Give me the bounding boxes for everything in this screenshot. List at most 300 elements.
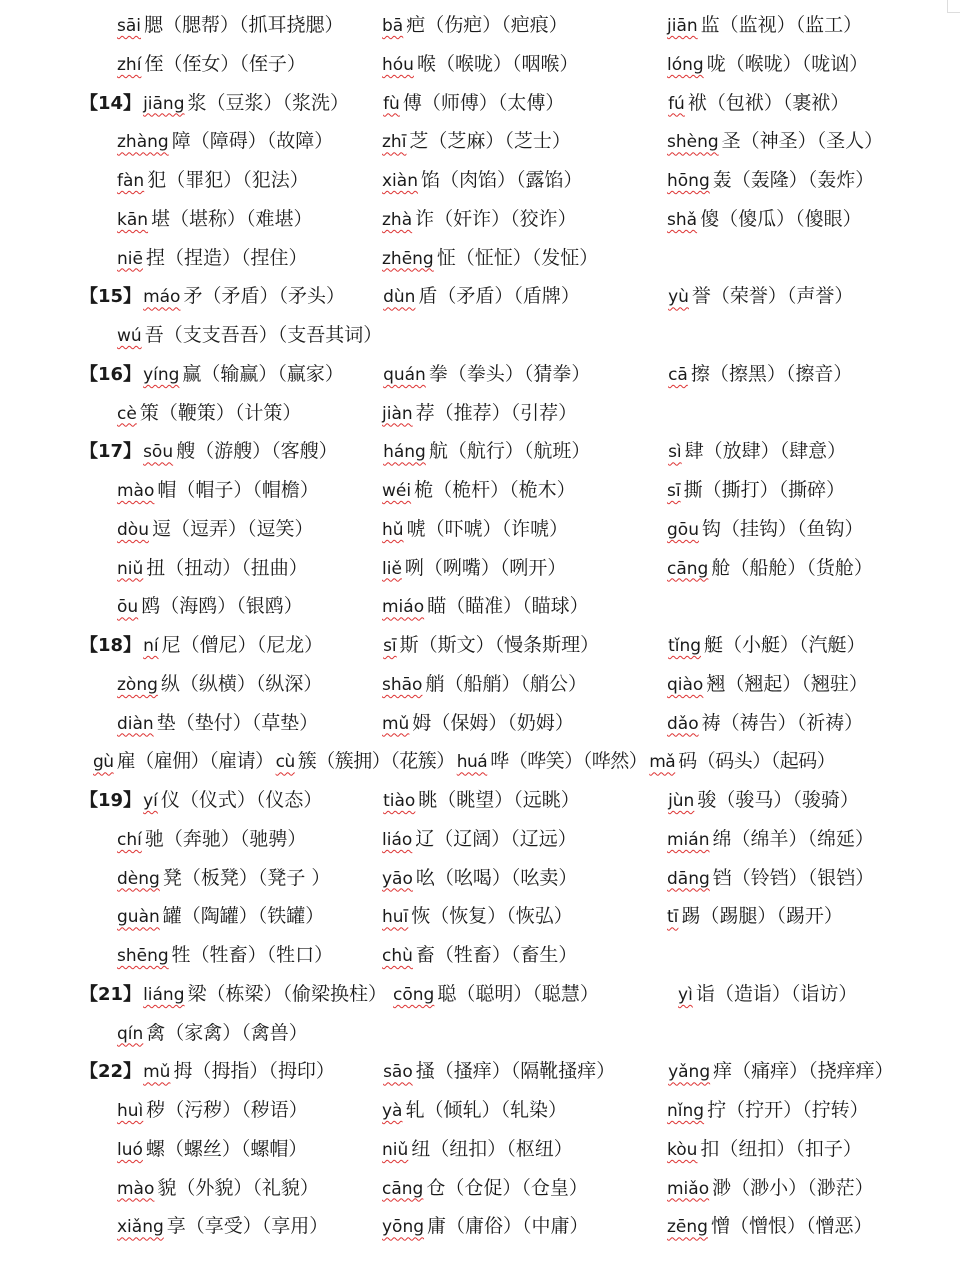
word-text: 肆（放肆）（肆意） [684,440,847,463]
pinyin: ōu [117,597,139,618]
word-text: 捏（捏造）（捏住） [145,246,308,269]
pinyin: háng [383,442,426,463]
vocab-entry [117,510,382,549]
word-text: 咙（喉咙）（咙讻） [706,52,869,75]
word-text: 逗（逗弄）（逗笑） [151,517,314,540]
pinyin: dǎo [667,713,699,734]
pinyin: shāo [382,674,423,695]
vocab-entry [667,45,874,84]
word-text: 钩（挂钩）（鱼钩） [701,517,864,540]
pinyin: cù [275,752,295,773]
pinyin: guàn [117,907,160,928]
vocab-row [0,897,960,935]
pinyin: jiān [667,16,698,36]
vocab-entry [382,45,667,84]
section-number: 【15】 [80,286,142,308]
vocab-entry [382,239,667,278]
pinyin: sì [668,442,682,463]
word-text: 撕（撕打）（撕碎） [683,479,846,501]
section-number: 【21】 [80,983,142,1005]
pinyin: niē [117,248,143,269]
vocab-entry [143,355,383,394]
word-text: 圣（神圣）（圣人） [721,130,884,153]
pinyin: huī [382,907,409,928]
vocab-entry [667,6,868,45]
vocab-entry [667,1207,878,1246]
vocab-entry [382,471,667,510]
pinyin: kòu [667,1139,698,1160]
vocab-entry [117,704,382,743]
pinyin: jùn [668,791,695,811]
pinyin: fàn [117,171,145,191]
vocab-entry [382,161,667,200]
pinyin: fù [383,93,400,114]
pinyin: cè [117,403,137,424]
word-text: 诣（造诣）（诣访） [695,982,858,1005]
pinyin: qiào [667,674,704,695]
pinyin: lóng [667,54,704,75]
word-text: 吾（支支吾吾）（支吾其词） [144,324,383,346]
pinyin: shēng [117,946,169,966]
pinyin: mián [667,829,710,850]
pinyin: yù [668,287,689,308]
vocab-entry [117,45,382,84]
pinyin: zòng [117,674,158,695]
word-text: 桅（桅杆）（桅木） [414,479,576,501]
pinyin: huá [456,752,488,773]
vocab-entry [382,1207,667,1246]
vocab-entry [117,549,382,588]
pinyin: yíng [143,364,180,385]
word-text: 辽（辽阔）（辽远） [415,827,577,850]
word-text: 垫（垫付）（草垫） [156,711,319,734]
pinyin: kān [117,209,149,230]
vocab-entry [117,587,382,626]
word-text: 馅（肉馅）（露馅） [420,169,583,191]
vocab-row [0,820,960,858]
pinyin: dèng [117,868,160,889]
vocab-entry [382,122,667,161]
word-text: 拇（拇指）（拇印） [173,1060,335,1083]
word-text: 疤（伤疤）（疤痕） [406,14,568,36]
vocab-entry [117,936,382,975]
pinyin: sāo [383,1062,413,1083]
vocab-entry [117,6,382,45]
vocab-entry [668,84,855,123]
vocab-row [0,432,960,470]
vocab-row [0,161,960,199]
vocab-row [0,1091,960,1129]
pinyin: miáo [382,597,425,618]
pinyin: dòu [117,519,149,540]
pinyin: cāng [667,558,709,579]
pinyin: liáo [382,829,413,850]
vocab-entry [667,510,869,549]
vocab-entry [668,355,858,394]
vocab-entry [382,1130,667,1169]
word-text: 吆（吆喝）（吆卖） [415,866,578,889]
vocab-entry [117,122,382,161]
word-text: 瞄（瞄准）（瞄球） [427,595,589,618]
pinyin: jiāng [143,93,185,114]
vocab-entry [382,820,667,859]
page-corner [947,0,960,13]
word-text: 拧（拧开）（拧转） [707,1099,869,1121]
vocab-entry [382,859,667,898]
word-text: 踢（踢腿）（踢开） [681,905,843,928]
vocab-entry [667,859,880,898]
vocab-entry [678,975,863,1014]
vocab-row [0,122,960,160]
pinyin: niǔ [117,558,144,579]
pinyin: gù [93,752,114,773]
vocab-row [0,1207,960,1245]
vocab-entry [382,200,667,239]
vocab-entry [382,510,667,549]
pinyin: zhàng [117,132,169,153]
vocab-entry [143,781,383,820]
vocab-entry [383,355,668,394]
pinyin: niǔ [382,1139,409,1160]
word-text: 罐（陶罐）（铁罐） [162,905,325,928]
word-text: 簇（簇拥）（花簇） [297,750,455,773]
word-text: 腮（腮帮）（抓耳挠腮） [144,14,344,36]
vocab-entry [667,1130,868,1169]
word-text: 仓（仓促）（仓皇） [426,1176,588,1199]
vocab-entry [383,277,668,316]
vocab-entry [382,897,667,936]
pinyin: zēng [667,1217,708,1238]
pinyin: yì [678,984,693,1005]
pinyin: shǎ [667,209,698,230]
vocab-entry [667,1169,880,1208]
word-text: 凳（板凳）（凳子 ） [162,866,331,889]
pinyin: shèng [667,132,719,153]
word-text: 绵（绵羊）（绵延） [712,827,874,850]
pinyin: yǎng [668,1062,711,1083]
word-text: 恢（恢复）（恢弘） [411,905,573,928]
word-text: 轧（倾轧）（轧染） [405,1099,567,1121]
vocab-row [0,975,960,1013]
pinyin: xiàn [382,171,418,191]
vocab-entry [117,471,382,510]
word-text: 禽（家禽）（禽兽） [146,1021,308,1044]
vocab-entry [117,200,382,239]
word-text: 痒（痛痒）（挠痒痒） [713,1060,894,1083]
pinyin: cāng [382,1178,424,1199]
vocab-entry [117,859,382,898]
vocab-row [0,239,960,277]
pinyin: zhí [117,54,142,75]
pinyin: yāo [382,868,413,889]
word-text: 喉（喉咙）（咽喉） [416,52,579,75]
word-text: 庸（庸俗）（中庸） [427,1215,589,1238]
word-text: 眺（眺望）（远眺） [418,789,580,811]
pinyin: chí [117,829,142,850]
vocab-entry [382,665,667,704]
pinyin: yà [382,1101,403,1121]
pinyin: sōu [143,442,174,463]
vocab-entry [382,936,667,975]
word-text: 盾（矛盾）（盾牌） [418,285,580,308]
word-text: 轰（轰隆）（轰炸） [712,169,875,191]
vocab-entry [667,1091,875,1130]
word-text: 荐（推荐）（引荐） [415,401,578,424]
vocab-entry [383,84,668,123]
word-text: 仪（仪式）（仪态） [160,789,323,811]
word-text: 牲（牲畜）（牲口） [171,944,334,966]
word-text: 芝（芝麻）（芝士） [409,130,571,153]
vocab-row [0,859,960,897]
vocab-entry [382,6,667,45]
pinyin: mǔ [143,1062,171,1083]
section-number: 【17】 [80,441,142,463]
vocab-entry [382,587,667,626]
word-text: 斯（斯文）（慢条斯理） [399,634,600,656]
vocab-entry [667,820,880,859]
vocab-row [0,1014,960,1052]
vocab-row [0,1169,960,1207]
word-text: 扭（扭动）（扭曲） [146,556,308,579]
vocab-entry [143,84,383,123]
vocab-entry [117,1130,382,1169]
vocab-row [0,84,960,122]
word-text: 舱（船舱）（货舱） [711,556,873,579]
pinyin: xiǎng [117,1217,164,1238]
vocab-row [0,587,960,625]
vocab-entry [143,626,383,665]
vocab-entry [668,432,852,471]
word-text: 唬（吓唬）（诈唬） [406,517,569,540]
word-text: 艇（小艇）（汽艇） [704,634,866,656]
word-text: 憎（憎恨）（憎恶） [710,1215,873,1238]
vocab-entry [143,975,393,1014]
word-text: 秽（污秽）（秽语） [146,1099,308,1121]
vocab-entry [117,1091,382,1130]
word-text: 貌（外貌）（礼貌） [157,1176,319,1199]
vocab-row [0,1052,960,1090]
section-number: 【22】 [80,1061,142,1083]
word-text: 螺（螺丝）（螺帽） [145,1137,308,1160]
section-number: 【19】 [80,790,142,811]
vocab-entry [667,549,879,588]
word-text: 艘（游艘）（客艘） [176,440,338,463]
word-text: 尼（僧尼）（尼龙） [161,634,324,656]
pinyin: zhēng [382,248,434,269]
pinyin: gōu [667,519,699,540]
pinyin: diàn [117,713,154,734]
word-text: 航（航行）（航班） [428,440,591,463]
pinyin: yōng [382,1217,425,1238]
vocab-entry [667,704,869,743]
vocab-entry [117,1169,382,1208]
vocab-entry [649,742,837,781]
pinyin: zhà [382,209,413,230]
vocab-entry [457,742,649,781]
vocab-row [0,355,960,393]
vocab-entry [383,1052,668,1091]
vocab-entry [117,1207,382,1246]
pinyin: luó [117,1139,143,1160]
vocab-entry [117,1014,382,1053]
vocab-entry [117,820,382,859]
vocab-row [0,6,960,44]
vocab-entry [117,897,382,936]
vocab-row [0,704,960,742]
word-text: 赢（输赢）（赢家） [182,362,344,385]
word-text: 誉（荣誉）（声誉） [691,285,854,308]
vocab-entry [382,1091,667,1130]
pinyin: mào [117,481,155,501]
word-text: 驰（奔驰）（驰骋） [144,827,307,850]
word-text: 纽（纽扣）（枢纽） [411,1137,573,1160]
word-text: 搔（搔痒）（隔靴搔痒） [415,1060,616,1083]
pinyin: huì [117,1101,144,1121]
vocab-row [0,742,960,780]
pinyin: hǔ [382,519,404,540]
vocab-entry [143,1052,383,1091]
vocab-entry [667,471,851,510]
pinyin: dùn [383,287,416,308]
vocab-entry [667,161,880,200]
pinyin: fú [668,93,685,114]
vocab-entry [93,742,276,781]
word-text: 傅（师傅）（太傅） [402,91,565,114]
word-text: 咧（咧嘴）（咧开） [404,556,567,579]
word-text: 浆（豆浆）（浆洗） [187,91,350,114]
word-text: 畜（牲畜）（畜生） [415,944,578,966]
word-text: 铛（铃铛）（银铛） [712,866,875,889]
word-text: 翘（翘起）（翘驻） [706,672,868,695]
pinyin: tǐng [668,636,702,656]
word-text: 诈（奸诈）（狡诈） [415,207,577,230]
pinyin: liě [382,558,402,579]
vocab-entry [276,742,457,781]
pinyin: wú [117,326,142,346]
word-text: 扣（纽扣）（扣子） [700,1137,862,1160]
word-text: 享（享受）（享用） [166,1215,329,1238]
word-text: 怔（怔怔）（发怔） [436,246,599,269]
vocab-row [0,549,960,587]
pinyin: cā [668,364,688,385]
pinyin: liáng [143,984,185,1005]
word-text: 拳（拳头）（猜拳） [428,362,591,385]
word-text: 姆（保姆）（奶姆） [412,711,574,734]
pinyin: wéi [382,481,412,501]
vocab-entry [668,277,859,316]
vocab-entry [117,161,382,200]
vocab-entry [382,704,667,743]
word-text: 策（鞭策）（计策） [139,401,302,424]
vocab-row [0,316,960,354]
vocab-row [0,665,960,703]
vocab-entry [382,1169,667,1208]
vocab-entry [383,626,668,665]
vocab-entry [117,665,382,704]
word-text: 哗（哗笑）（哗然） [490,750,648,773]
vocab-row [0,936,960,974]
vocab-entry [117,239,382,278]
vocab-entry [382,394,667,433]
pinyin: hōng [667,171,710,191]
section-number: 【18】 [80,635,142,656]
pinyin: hóu [382,54,414,75]
word-text: 纵（纵横）（纵深） [160,672,323,695]
word-text: 犯（罪犯）（犯法） [147,169,309,191]
vocab-row [0,781,960,819]
word-text: 码（码头）（起码） [678,750,836,773]
pinyin: quán [383,364,426,385]
pinyin: nǐng [667,1101,705,1121]
vocab-row [0,471,960,509]
vocab-entry [667,200,868,239]
pinyin: tiào [383,791,416,811]
section-number: 【14】 [80,92,142,114]
pinyin: chù [382,946,413,966]
pinyin: bā [382,16,404,36]
pinyin: ní [143,636,159,656]
vocab-entry [667,897,849,936]
vocab-entry [117,394,382,433]
pinyin: jiàn [382,403,413,424]
word-text: 祷（祷告）（祈祷） [701,711,864,734]
vocab-row [0,510,960,548]
word-text: 雇（雇佣）（雇请） [116,750,274,773]
word-text: 监（监视）（监工） [700,14,863,36]
vocab-row [0,394,960,432]
pinyin: mào [117,1178,155,1199]
pinyin: máo [143,287,181,308]
word-text: 梁（栋梁）（偷梁换柱） [187,982,388,1005]
word-text: 袱（包袱）（裹袱） [687,91,850,114]
vocab-row [0,277,960,315]
word-text: 聪（聪明）（聪慧） [437,982,599,1005]
vocab-entry [383,432,668,471]
section-number: 【16】 [80,363,142,385]
pinyin: cōng [393,984,435,1005]
vocab-entry [668,781,865,820]
pinyin: sāi [117,16,141,36]
pinyin: miǎo [667,1178,710,1199]
pinyin: sī [667,481,681,501]
vocab-entry [143,277,383,316]
word-text: 矛（矛盾）（矛头） [183,285,345,308]
pinyin: dāng [667,868,710,889]
word-text: 擦（擦黑）（擦音） [690,362,853,385]
pinyin: tī [667,907,679,928]
vocab-entry [382,549,667,588]
vocab-entry [393,975,678,1014]
vocab-row [0,45,960,83]
vocab-row [0,200,960,238]
word-text: 堪（堪称）（难堪） [151,207,313,230]
vocab-entry [117,316,388,355]
vocab-entry [143,432,383,471]
word-text: 帽（帽子）（帽檐） [157,479,319,501]
word-text: 艄（船艄）（艄公） [425,672,587,695]
vocab-entry [667,665,874,704]
vocab-entry [668,1052,900,1091]
pinyin: mǎ [649,752,676,773]
vocab-entry [668,626,871,665]
word-text: 鸥（海鸥）（银鸥） [141,595,303,618]
word-text: 傻（傻瓜）（傻眼） [700,207,862,230]
word-text: 侄（侄女）（侄子） [144,52,306,75]
vocab-entry [383,781,668,820]
pinyin: yí [143,791,158,811]
vocab-row [0,1130,960,1168]
pinyin: zhī [382,132,407,153]
